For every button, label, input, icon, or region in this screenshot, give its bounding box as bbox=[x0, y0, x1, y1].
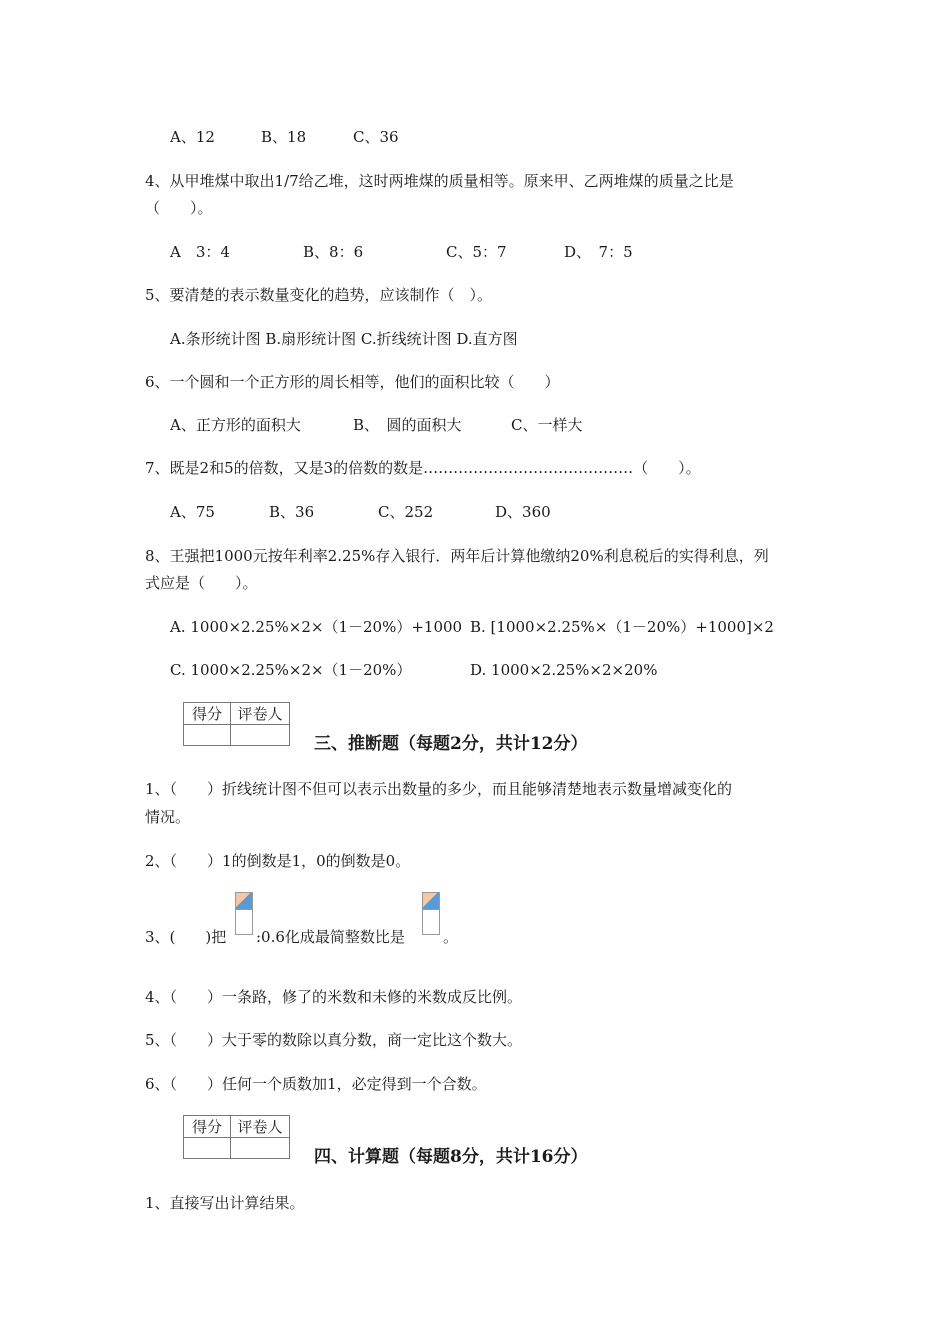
q8-text-line1: 8、王强把1000元按年利率2.25%存入银行．两年后计算他缴纳20%利息税后的实得利息，列 bbox=[145, 547, 769, 565]
score-header: 得分 bbox=[184, 703, 231, 725]
q3-option-c: C、36 bbox=[353, 128, 399, 146]
score-cell[interactable] bbox=[184, 1138, 231, 1159]
q4-text-line2: （ ）。 bbox=[145, 199, 213, 217]
s3-item4: 4、（ ）一条路，修了的米数和未修的米数成反比例。 bbox=[145, 988, 523, 1006]
q6-option-b: B、 圆的面积大 bbox=[353, 416, 462, 434]
q8-option-a: A. 1000×2.25%×2×（1－20%）+1000 bbox=[170, 618, 463, 636]
s3-item6: 6、（ ）任何一个质数加1，必定得到一个合数。 bbox=[145, 1075, 487, 1093]
s3-item1-line2: 情况。 bbox=[145, 808, 191, 826]
s4-item1: 1、直接写出计算结果。 bbox=[145, 1194, 305, 1212]
q8-option-b: B. [1000×2.25%×（1－20%）+1000]×2 bbox=[470, 618, 774, 636]
q7-option-c: C、252 bbox=[378, 503, 434, 521]
q7-option-b: B、36 bbox=[269, 503, 315, 521]
q7-option-d: D、360 bbox=[495, 503, 551, 521]
q6-text: 6、一个圆和一个正方形的周长相等，他们的面积比较（ ） bbox=[145, 373, 560, 391]
q6-option-c: C、一样大 bbox=[511, 416, 583, 434]
grader-cell[interactable] bbox=[231, 1138, 290, 1159]
grader-cell[interactable] bbox=[231, 725, 290, 746]
score-table-section3 bbox=[183, 702, 290, 746]
q7-text: 7、既是2和5的倍数，又是3的倍数的数是……………………………………（ ）。 bbox=[145, 459, 701, 477]
section3-title: 三、推断题（每题2分，共计12分） bbox=[314, 734, 588, 754]
q8-option-d: D. 1000×2.25%×2×20% bbox=[470, 661, 658, 679]
q4-option-d: D、 7：5 bbox=[564, 243, 633, 261]
q5-text: 5、要清楚的表示数量变化的趋势，应该制作（ ）。 bbox=[145, 286, 493, 304]
s3-item1-line1: 1、（ ）折线统计图不但可以表示出数量的多少，而且能够清楚地表示数量增减变化的 bbox=[145, 780, 733, 798]
s3-item3-prefix: 3、( )把 bbox=[145, 928, 227, 946]
q3-option-a: A、12 bbox=[170, 128, 215, 146]
answer-image-placeholder bbox=[422, 892, 440, 936]
score-table-section4 bbox=[183, 1115, 290, 1159]
q4-option-a: A 3：4 bbox=[170, 243, 230, 261]
section4-title: 四、计算题（每题8分，共计16分） bbox=[314, 1147, 588, 1167]
s3-item3-middle: :0.6化成最简整数比是 bbox=[256, 928, 405, 946]
q3-option-b: B、18 bbox=[261, 128, 307, 146]
q7-option-a: A、75 bbox=[170, 503, 215, 521]
score-cell[interactable] bbox=[184, 725, 231, 746]
s3-item5: 5、（ ）大于零的数除以真分数，商一定比这个数大。 bbox=[145, 1031, 523, 1049]
grader-header: 评卷人 bbox=[231, 703, 290, 725]
score-header: 得分 bbox=[184, 1116, 231, 1138]
q8-text-line2: 式应是（ ）。 bbox=[145, 574, 258, 592]
fraction-image-placeholder bbox=[235, 892, 253, 936]
s3-item3-suffix: 。 bbox=[443, 928, 459, 946]
q4-option-b: B、8：6 bbox=[303, 243, 364, 261]
s3-item2: 2、（ ）1的倒数是1，0的倒数是0。 bbox=[145, 852, 411, 870]
grader-header: 评卷人 bbox=[231, 1116, 290, 1138]
q6-option-a: A、正方形的面积大 bbox=[170, 416, 301, 434]
q5-options: A.条形统计图 B.扇形统计图 C.折线统计图 D.直方图 bbox=[170, 330, 518, 348]
q8-option-c: C. 1000×2.25%×2×（1－20%） bbox=[170, 661, 412, 679]
q4-text-line1: 4、从甲堆煤中取出1/7给乙堆，这时两堆煤的质量相等。原来甲、乙两堆煤的质量之比是 bbox=[145, 172, 734, 190]
q4-option-c: C、5：7 bbox=[446, 243, 507, 261]
